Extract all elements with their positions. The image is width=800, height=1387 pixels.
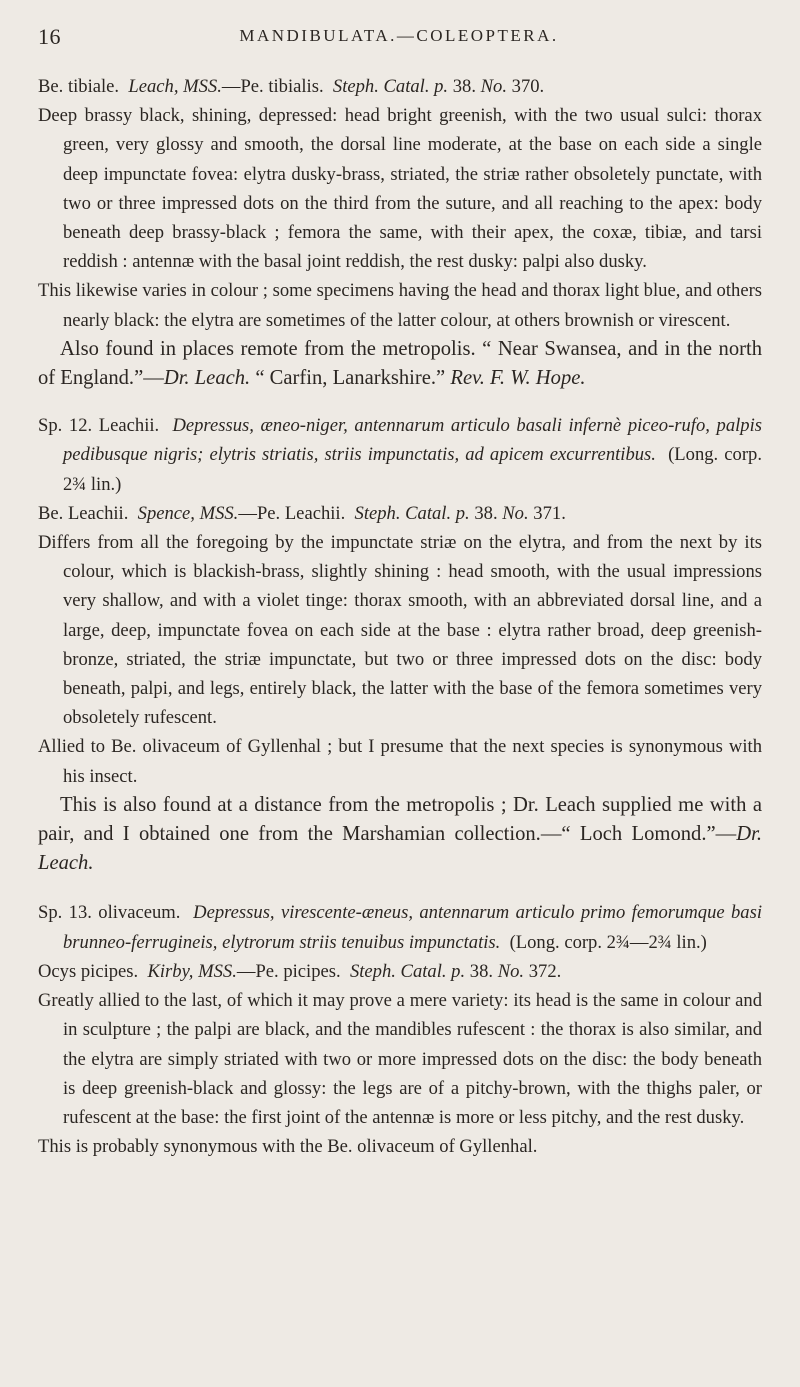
- affinity-paragraph: Allied to Be. olivaceum of Gyllenhal ; but I presume that the next species is synonymous with his insect.: [38, 736, 762, 787]
- synonymy-leachii: Be. Leachii. Spence, MSS.—Pe. Leachii. Steph. Catal. p. 38. No. 371.: [38, 502, 566, 524]
- description-paragraph: Differs from all the foregoing by the impunctate striæ on the elytra, and from the next by its colour, which is blackish-brass, slightly shining : head smooth, with the usual impressions very shallow, and with a violet tinge: thorax smooth, with an abbreviated dorsal line, and a large, deep, impunctate fovea on each side at the base : elytra rather broad, deep greenish-bronze, striated, the striæ impunctate, but two or three impressed dots on the disc: body beneath, palpi, and legs, entirely black, the latter with the base of the femora sometimes very obsoletely rufescent.: [38, 532, 762, 729]
- page-body: [38, 72, 762, 1161]
- locality-paragraph: This is also found at a distance from the metropolis ; Dr. Leach supplied me with a pair, and I obtained one from the Marshamian collection.—“ Loch Lomond.”—Dr. Leach.: [38, 793, 762, 875]
- running-title: MANDIBULATA.—COLEOPTERA.: [239, 26, 559, 45]
- locality-paragraph: Also found in places remote from the metropolis. “ Near Swansea, and in the north of England.”—Dr. Leach. “ Carfin, Lanarkshire.” Rev. F. W. Hope.: [38, 337, 762, 390]
- species-diagnosis-olivaceum: Sp. 13. olivaceum. Depressus, virescente-æneus, antennarum articulo primo femorumque basi brunneo-ferrugineis, elytrorum striis tenuibus impunctatis. (Long. corp. 2¾—2¾ lin.): [38, 902, 762, 953]
- page-number: 16: [38, 24, 61, 49]
- synonymy-olivaceum: Ocys picipes. Kirby, MSS.—Pe. picipes. Steph. Catal. p. 38. No. 372.: [38, 960, 562, 982]
- page-header: [38, 24, 760, 54]
- description-paragraph: Greatly allied to the last, of which it may prove a mere variety: its head is the same in colour and in sculpture ; the palpi are black, and the mandibles rufescent : the thorax is also similar, and the elytra are simply striated with two or more impressed dots on the disc: the body beneath is deep greenish-black and glossy: the legs are of a pitchy-brown, with the thighs paler, or rufescent at the base: the first joint of the antennæ is more or less pitchy, and the rest dusky.: [38, 990, 762, 1128]
- synonymy-note: This is probably synonymous with the Be. olivaceum of Gyllenhal.: [38, 1136, 538, 1158]
- species-heading-tibiale: Be. tibiale. Leach, MSS.—Pe. tibialis. Steph. Catal. p. 38. No. 370.: [38, 76, 545, 97]
- variation-paragraph: This likewise varies in colour ; some specimens having the head and thorax light blue, and others nearly black: the elytra are sometimes of the latter colour, at others brownish or virescent.: [38, 280, 762, 331]
- species-diagnosis-leachii: Sp. 12. Leachii. Depressus, æneo-niger, antennarum articulo basali infernè piceo-rufo, palpis pedibusque nigris; elytris striatis, striis impunctatis, ad apicem excurrentibus. (Long. corp. 2¾ lin.): [38, 415, 763, 495]
- description-paragraph: Deep brassy black, shining, depressed: head bright greenish, with the two usual sulci: thorax green, very glossy and smooth, the dorsal line moderate, at the base on each side a single deep impunctate fovea: elytra dusky-brass, striated, the striæ rather obsoletely punctate, with two or three impressed dots on the third from the suture, and all reaching to the apex: body beneath deep brassy-black ; femora the same, with their apex, the coxæ, tibiæ, and tarsi reddish : antennæ with the basal joint reddish, the rest dusky: palpi also dusky.: [38, 105, 762, 273]
